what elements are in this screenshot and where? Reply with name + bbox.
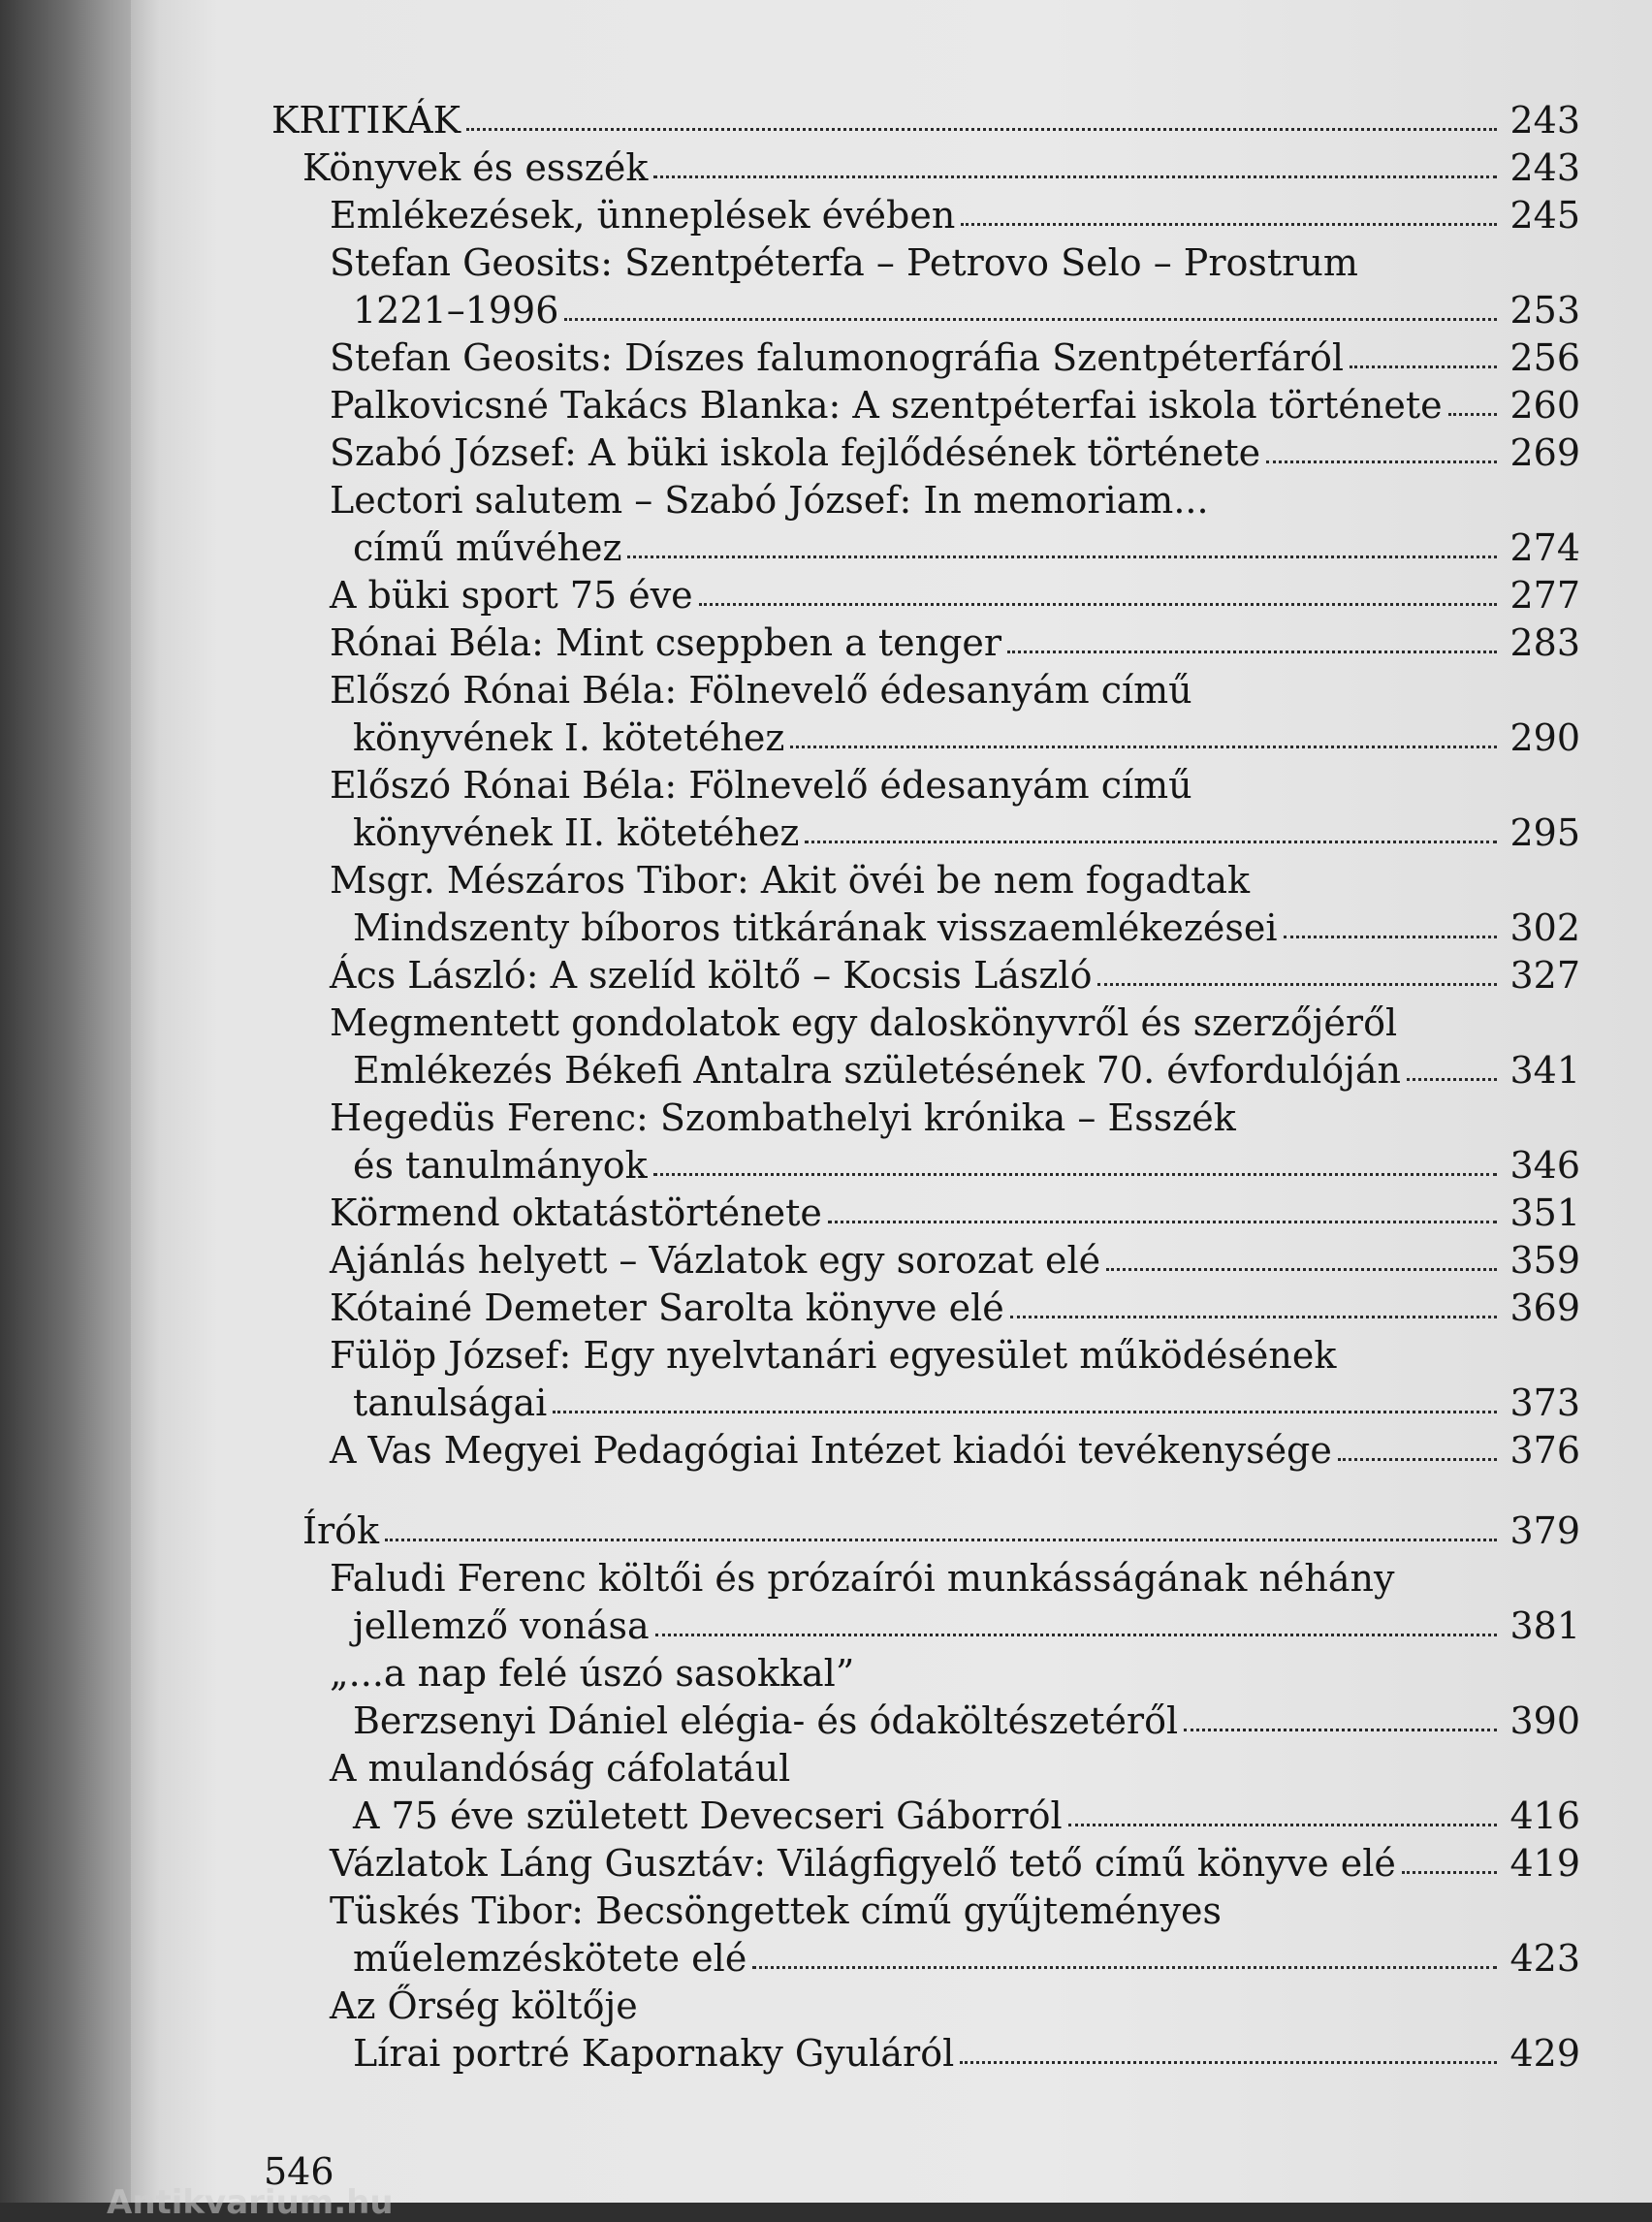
toc-entry-line: [271, 809, 1580, 857]
toc-page-number: 277: [1509, 574, 1580, 617]
toc-entry-title: tanulságai: [353, 1381, 548, 1424]
toc-page-number: 429: [1509, 2032, 1580, 2075]
dot-leader: [627, 546, 1497, 558]
toc-page-number: 390: [1509, 1699, 1580, 1742]
toc-entry-title: könyvének II. kötetéhez: [353, 811, 800, 854]
toc-entry-title: Emlékezés Békefi Antalra születésének 70. évfordulóján: [353, 1049, 1402, 1092]
toc-entry-line: [271, 334, 1580, 382]
toc-entry-title: A 75 éve született Devecseri Gáborról: [353, 1794, 1063, 1837]
toc-page-number: 416: [1509, 1794, 1580, 1837]
toc-entry-line: [271, 1095, 1580, 1142]
toc-entry-title: Előszó Rónai Béla: Fölnevelő édesanyám című: [330, 669, 1192, 712]
toc-page-number: 341: [1509, 1049, 1580, 1092]
toc-entry-line: [271, 429, 1580, 477]
toc-entry-title: Stefan Geosits: Díszes falumonográfia Szentpéterfáról: [330, 336, 1345, 379]
toc-page-number: 260: [1509, 384, 1580, 427]
dot-leader: [655, 1624, 1497, 1636]
toc-page-number: 295: [1509, 811, 1580, 854]
toc-entry-title: Könyvek és esszék: [302, 146, 649, 189]
toc-entry-title: Mindszenty bíboros titkárának visszaemlékezései: [353, 906, 1278, 949]
dot-leader: [653, 1163, 1497, 1176]
dot-leader: [1106, 1258, 1497, 1271]
toc-entry-line: [271, 1698, 1580, 1745]
toc-entry-line: [271, 667, 1580, 714]
toc-page-number: 283: [1509, 621, 1580, 664]
toc-page-number: 346: [1509, 1144, 1580, 1187]
dot-leader: [553, 1401, 1497, 1413]
toc-entry-title: Stefan Geosits: Szentpéterfa – Petrovo Selo – Prostrum: [330, 241, 1358, 284]
dot-leader: [1407, 1068, 1497, 1081]
toc-entry-line: [271, 762, 1580, 809]
toc-entry-title: Faludi Ferenc költői és prózaírói munkásságának néhány: [330, 1557, 1395, 1600]
toc-page-number: 369: [1509, 1286, 1580, 1329]
book-spine-shadow: [0, 0, 145, 2203]
dot-leader: [466, 118, 1497, 131]
toc-entry-title: című művéhez: [353, 526, 622, 569]
toc-entry-title: Lírai portré Kapornaky Gyuláról: [353, 2032, 955, 2075]
toc-page-number: 381: [1509, 1604, 1580, 1647]
toc-entry-title: Rónai Béla: Mint cseppben a tenger: [330, 621, 1002, 664]
toc-entry-line: [271, 1793, 1580, 1840]
dot-leader: [1284, 926, 1497, 938]
watermark: Antikvarium.hu: [107, 2183, 394, 2222]
toc-entry-line: [271, 1237, 1580, 1285]
toc-entry-title: Msgr. Mészáros Tibor: Akit övéi be nem fogadtak: [330, 859, 1251, 902]
dot-leader: [1448, 403, 1497, 416]
dot-leader: [752, 1956, 1497, 1969]
dot-leader: [828, 1211, 1497, 1223]
toc-entry-line: [271, 1983, 1580, 2030]
toc-entry-title: jellemző vonása: [353, 1604, 650, 1647]
toc-entry-title: Előszó Rónai Béla: Fölnevelő édesanyám című: [330, 764, 1192, 807]
table-of-contents: [271, 97, 1580, 2078]
toc-entry-line: [271, 239, 1580, 287]
toc-entry-title: Hegedüs Ferenc: Szombathelyi krónika – Esszék: [330, 1096, 1236, 1139]
toc-entry-line: [271, 857, 1580, 905]
toc-entry-title: Körmend oktatástörténete: [330, 1191, 822, 1234]
toc-entry-title: Vázlatok Láng Gusztáv: Világfigyelő tető című könyve elé: [330, 1842, 1396, 1885]
page-number: 546: [264, 2150, 334, 2193]
dot-leader: [805, 831, 1497, 843]
toc-page-number: 327: [1509, 954, 1580, 997]
dot-leader: [960, 2051, 1497, 2064]
toc-entry-line: [271, 1508, 1580, 1555]
dot-leader: [1097, 973, 1497, 986]
toc-page-number: 373: [1509, 1381, 1580, 1424]
dot-leader: [1338, 1448, 1497, 1461]
toc-entry-line: [271, 382, 1580, 429]
toc-page-number: 243: [1509, 99, 1580, 142]
dot-leader: [564, 308, 1497, 321]
toc-entry-title: Az Őrség költője: [330, 1984, 638, 2027]
toc-entry-line: [271, 1142, 1580, 1190]
toc-page-number: 245: [1509, 194, 1580, 237]
toc-entry-line: [271, 1190, 1580, 1237]
toc-entry-line: [271, 952, 1580, 1000]
dot-leader: [961, 213, 1497, 226]
toc-entry-title: KRITIKÁK: [271, 99, 461, 142]
toc-entry-title: és tanulmányok: [353, 1144, 648, 1187]
toc-entry-line: [271, 1332, 1580, 1380]
toc-page-number: 269: [1509, 431, 1580, 474]
toc-entry-title: A mulandóság cáfolatául: [330, 1747, 791, 1790]
toc-entry-title: Kótainé Demeter Sarolta könyve elé: [330, 1286, 1004, 1329]
toc-page-number: 302: [1509, 906, 1580, 949]
toc-page-number: 351: [1509, 1191, 1580, 1234]
toc-entry-title: Emlékezések, ünneplések évében: [330, 194, 956, 237]
dot-leader: [1402, 1861, 1497, 1874]
toc-page-number: 290: [1509, 716, 1580, 759]
toc-entry-line: [271, 1427, 1580, 1475]
toc-entry-line: [271, 144, 1580, 192]
toc-page-number: 379: [1509, 1509, 1580, 1552]
toc-entry-line: [271, 1650, 1580, 1698]
toc-page-number: 256: [1509, 336, 1580, 379]
toc-entry-title: Palkovicsné Takács Blanka: A szentpéterfai iskola története: [330, 384, 1443, 427]
toc-entry-line: [271, 619, 1580, 667]
toc-entry-line: [271, 1888, 1580, 1935]
toc-page-number: 419: [1509, 1842, 1580, 1885]
toc-page-number: 376: [1509, 1429, 1580, 1472]
toc-entry-line: [271, 1380, 1580, 1427]
toc-entry-title: műelemzéskötete elé: [353, 1937, 747, 1980]
toc-entry-line: [271, 1047, 1580, 1095]
dot-leader: [385, 1529, 1497, 1541]
dot-leader: [1184, 1719, 1497, 1731]
toc-page-number: 253: [1509, 289, 1580, 332]
toc-entry-title: Fülöp József: Egy nyelvtanári egyesület működésének: [330, 1334, 1337, 1377]
dot-leader: [653, 166, 1497, 178]
toc-page-number: 423: [1509, 1937, 1580, 1980]
dot-leader: [1010, 1306, 1497, 1318]
toc-entry-line: [271, 192, 1580, 239]
toc-page-number: 243: [1509, 146, 1580, 189]
toc-entry-line: [271, 714, 1580, 762]
toc-entry-title: Ács László: A szelíd költő – Kocsis László: [330, 954, 1093, 997]
toc-entry-line: [271, 572, 1580, 619]
toc-entry-title: Ajánlás helyett – Vázlatok egy sorozat elé: [330, 1239, 1101, 1282]
dot-leader: [699, 593, 1497, 606]
toc-page-number: 274: [1509, 526, 1580, 569]
toc-entry-line: [271, 1840, 1580, 1888]
dot-leader: [1007, 641, 1497, 653]
toc-entry-line: [271, 524, 1580, 572]
toc-entry-line: [271, 1555, 1580, 1603]
dot-leader: [1350, 356, 1497, 368]
toc-page-number: 359: [1509, 1239, 1580, 1282]
toc-entry-title: 1221–1996: [353, 289, 559, 332]
toc-entry-line: [271, 905, 1580, 952]
toc-entry-line: [271, 2030, 1580, 2078]
toc-entry-title: könyvének I. kötetéhez: [353, 716, 785, 759]
toc-entry-line: [271, 1935, 1580, 1983]
toc-entry-line: [271, 477, 1580, 524]
dot-leader: [1068, 1814, 1497, 1826]
dot-leader: [790, 736, 1497, 748]
toc-entry-title: „...a nap felé úszó sasokkal”: [330, 1652, 855, 1695]
toc-entry-line: [271, 97, 1580, 144]
toc-entry-title: Lectori salutem – Szabó József: In memoriam...: [330, 479, 1209, 522]
toc-entry-title: A Vas Megyei Pedagógiai Intézet kiadói tevékenysége: [330, 1429, 1332, 1472]
toc-entry-line: [271, 1285, 1580, 1332]
toc-entry-title: A büki sport 75 éve: [330, 574, 693, 617]
toc-entry-line: [271, 1603, 1580, 1650]
dot-leader: [1266, 451, 1497, 463]
toc-entry-title: Berzsenyi Dániel elégia- és ódaköltészetéről: [353, 1699, 1179, 1742]
toc-entry-line: [271, 1000, 1580, 1047]
toc-entry-title: Írók: [302, 1509, 380, 1552]
toc-entry-title: Tüskés Tibor: Becsöngettek című gyűjteményes: [330, 1889, 1222, 1932]
toc-entry-line: [271, 1745, 1580, 1793]
toc-entry-title: Szabó József: A büki iskola fejlődésének története: [330, 431, 1261, 474]
toc-entry-line: [271, 287, 1580, 334]
toc-entry-title: Megmentett gondolatok egy daloskönyvről és szerzőjéről: [330, 1001, 1398, 1044]
